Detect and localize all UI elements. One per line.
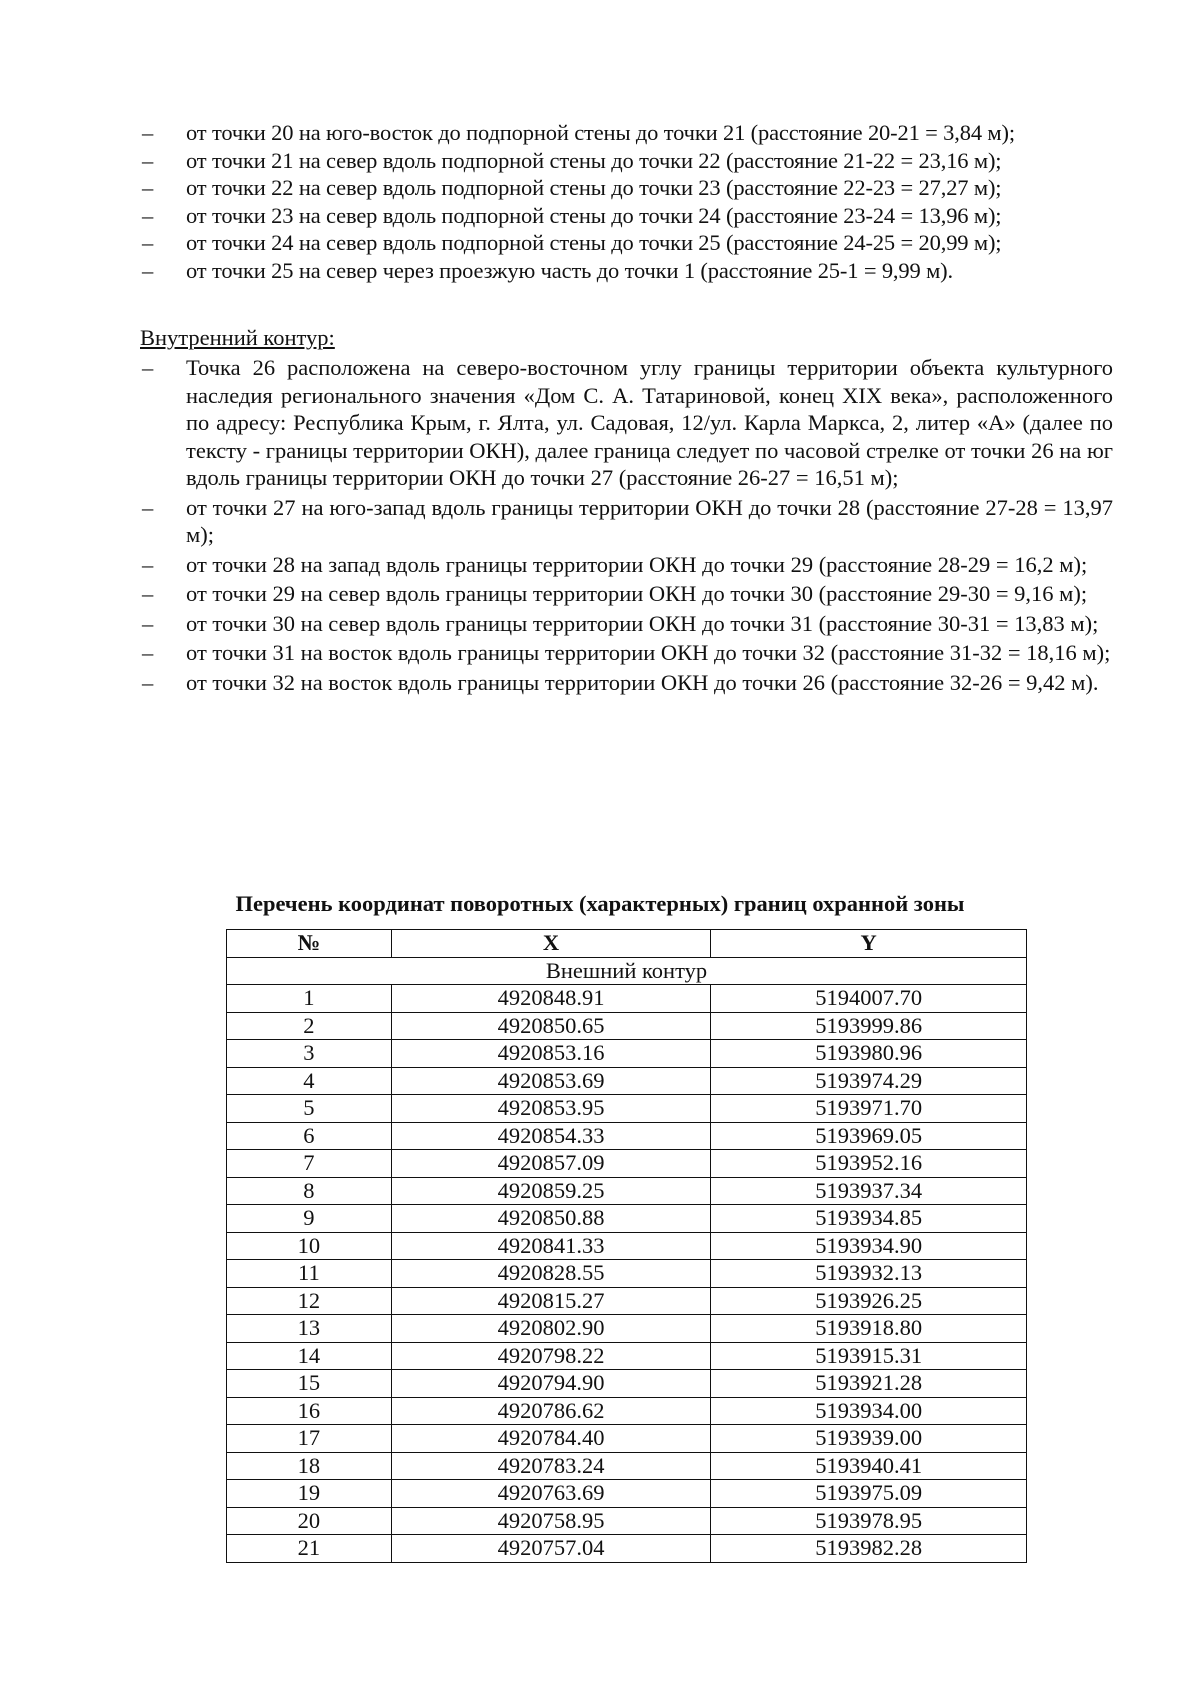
dash-bullet: –: [142, 669, 154, 695]
cell-y: 5193921.28: [711, 1370, 1027, 1398]
cell-number: 21: [227, 1535, 392, 1563]
cell-y: 5193999.86: [711, 1012, 1027, 1040]
list-item-text: от точки 22 на север вдоль подпорной стены до точки 23 (расстояние 22-23 = 27,27 м);: [186, 175, 1002, 200]
section-label: Внешний контур: [227, 957, 1027, 985]
list-item: [138, 147, 1113, 175]
cell-number: 19: [227, 1480, 392, 1508]
dash-bullet: –: [142, 147, 154, 173]
cell-y: 5194007.70: [711, 985, 1027, 1013]
list-item-text: от точки 23 на север вдоль подпорной стены до точки 24 (расстояние 23-24 = 13,96 м);: [186, 202, 1002, 228]
dash-bullet: –: [142, 581, 154, 606]
table-row: [227, 1370, 1027, 1398]
cell-x: 4920853.69: [391, 1067, 711, 1095]
cell-x: 4920857.09: [391, 1150, 711, 1178]
cell-x: 4920848.91: [391, 985, 711, 1013]
cell-number: 7: [227, 1150, 392, 1178]
table-row: [227, 1342, 1027, 1370]
cell-y: 5193940.41: [711, 1452, 1027, 1480]
list-item-text: от точки 21 на север вдоль подпорной стены до точки 22 (расстояние 21-22 = 23,16 м);: [186, 147, 1002, 173]
table-row: [227, 1150, 1027, 1178]
list-item-text: от точки 25 на север через проезжую часть до точки 1 (расстояние 25-1 = 9,99 м).: [186, 257, 953, 283]
cell-x: 4920828.55: [391, 1260, 711, 1288]
cell-number: 20: [227, 1507, 392, 1535]
cell-x: 4920763.69: [391, 1480, 711, 1508]
cell-y: 5193982.28: [711, 1535, 1027, 1563]
table-row: [227, 1425, 1027, 1453]
cell-number: 2: [227, 1012, 392, 1040]
table-row: [227, 1232, 1027, 1260]
cell-x: 4920783.24: [391, 1452, 711, 1480]
cell-number: 15: [227, 1370, 392, 1398]
cell-x: 4920815.27: [391, 1287, 711, 1315]
list-item-text: от точки 32 на восток вдоль границы территории ОКН до точки 26 (расстояние 32-26 = 9,42 м).: [186, 669, 1099, 695]
cell-x: 4920853.16: [391, 1040, 711, 1068]
list-item-text: от точки 24 на север вдоль подпорной стены до точки 25 (расстояние 24-25 = 20,99 м);: [186, 230, 1002, 255]
list-item: [138, 174, 1113, 202]
list-item-text: от точки 30 на север вдоль границы территории ОКН до точки 31 (расстояние 30-31 = 13,83 м);: [186, 610, 1099, 636]
cell-y: 5193980.96: [711, 1040, 1027, 1068]
cell-number: 14: [227, 1342, 392, 1370]
cell-x: 4920757.04: [391, 1535, 711, 1563]
inner-contour-list: [138, 354, 1113, 698]
list-item-text: от точки 28 на запад вдоль границы территории ОКН до точки 29 (расстояние 28-29 = 16,2 м);: [186, 551, 1088, 577]
table-body: [227, 957, 1027, 1562]
list-item: [138, 202, 1113, 230]
dash-bullet: –: [142, 494, 154, 520]
header-number: №: [227, 930, 392, 958]
cell-number: 17: [227, 1425, 392, 1453]
cell-y: 5193934.90: [711, 1232, 1027, 1260]
cell-y: 5193971.70: [711, 1095, 1027, 1123]
coordinates-table: [226, 929, 1027, 1563]
cell-x: 4920798.22: [391, 1342, 711, 1370]
cell-number: 13: [227, 1315, 392, 1343]
cell-y: 5193937.34: [711, 1177, 1027, 1205]
dash-bullet: –: [142, 610, 154, 636]
cell-number: 6: [227, 1122, 392, 1150]
cell-number: 18: [227, 1452, 392, 1480]
table-row: [227, 1260, 1027, 1288]
cell-y: 5193974.29: [711, 1067, 1027, 1095]
table-row: [227, 1507, 1027, 1535]
table-row: [227, 985, 1027, 1013]
list-item: [138, 610, 1113, 638]
cell-x: 4920758.95: [391, 1507, 711, 1535]
table-title: Перечень координат поворотных (характерных) границ охранной зоны: [235, 891, 965, 916]
list-item: [138, 229, 1113, 257]
dash-bullet: –: [142, 175, 154, 200]
table-row: [227, 1397, 1027, 1425]
dash-bullet: –: [142, 230, 154, 255]
cell-number: 10: [227, 1232, 392, 1260]
cell-x: 4920850.65: [391, 1012, 711, 1040]
cell-y: 5193934.85: [711, 1205, 1027, 1233]
table-row: [227, 1012, 1027, 1040]
cell-number: 3: [227, 1040, 392, 1068]
cell-y: 5193918.80: [711, 1315, 1027, 1343]
list-item-text: от точки 27 на юго-запад вдоль границы территории ОКН до точки 28 (расстояние 27-28 = 13,97 м);: [186, 494, 1113, 547]
list-item: [138, 494, 1113, 549]
cell-number: 5: [227, 1095, 392, 1123]
cell-y: 5193915.31: [711, 1342, 1027, 1370]
list-item: [138, 354, 1113, 492]
cell-y: 5193934.00: [711, 1397, 1027, 1425]
cell-x: 4920784.40: [391, 1425, 711, 1453]
list-item: [138, 257, 1113, 285]
cell-x: 4920786.62: [391, 1397, 711, 1425]
cell-x: 4920794.90: [391, 1370, 711, 1398]
dash-bullet: –: [142, 202, 154, 228]
list-item: [138, 119, 1113, 147]
cell-number: 4: [227, 1067, 392, 1095]
cell-number: 9: [227, 1205, 392, 1233]
table-row: [227, 1067, 1027, 1095]
dash-bullet: –: [142, 120, 154, 145]
section-row: [227, 957, 1027, 985]
table-row: [227, 1452, 1027, 1480]
table-row: [227, 1205, 1027, 1233]
inner-contour-heading: Внутренний контур:: [140, 325, 335, 350]
dash-bullet: –: [142, 551, 154, 577]
table-row: [227, 1315, 1027, 1343]
cell-x: 4920850.88: [391, 1205, 711, 1233]
cell-x: 4920853.95: [391, 1095, 711, 1123]
header-y: Y: [711, 930, 1027, 958]
cell-y: 5193978.95: [711, 1507, 1027, 1535]
list-item: [138, 551, 1113, 579]
cell-x: 4920854.33: [391, 1122, 711, 1150]
table-header-row: [227, 930, 1027, 958]
cell-y: 5193926.25: [711, 1287, 1027, 1315]
list-item-text: от точки 29 на север вдоль границы территории ОКН до точки 30 (расстояние 29-30 = 9,16 м);: [186, 581, 1088, 606]
list-item-text: Точка 26 расположена на северо-восточном углу границы территории объекта культурного наследия регионального значения «Дом С. А. Татариновой, конец XIX века», расположенного по адресу: Республика Крым, г. Ялта, ул. Садовая, 12/ул. Карла Маркса, 2, литер «А» (далее по тексту - границы территории ОКН), далее граница следует по часовой стрелке от точки 26 на юг вдоль границы территории ОКН до точки 27 (расстояние 26-27 = 16,51 м);: [186, 355, 1113, 490]
cell-x: 4920859.25: [391, 1177, 711, 1205]
cell-x: 4920841.33: [391, 1232, 711, 1260]
outer-contour-list: [138, 119, 1113, 284]
dash-bullet: –: [142, 355, 154, 380]
list-item: [138, 669, 1113, 697]
cell-x: 4920802.90: [391, 1315, 711, 1343]
cell-y: 5193939.00: [711, 1425, 1027, 1453]
table-row: [227, 1480, 1027, 1508]
cell-y: 5193969.05: [711, 1122, 1027, 1150]
list-item: [138, 639, 1113, 667]
cell-number: 11: [227, 1260, 392, 1288]
table-row: [227, 1535, 1027, 1563]
cell-number: 16: [227, 1397, 392, 1425]
cell-number: 12: [227, 1287, 392, 1315]
list-item: [138, 580, 1113, 608]
cell-number: 1: [227, 985, 392, 1013]
cell-y: 5193932.13: [711, 1260, 1027, 1288]
table-row: [227, 1122, 1027, 1150]
dash-bullet: –: [142, 640, 154, 665]
table-row: [227, 1287, 1027, 1315]
dash-bullet: –: [142, 257, 154, 283]
cell-y: 5193975.09: [711, 1480, 1027, 1508]
header-x: X: [391, 930, 711, 958]
table-row: [227, 1095, 1027, 1123]
list-item-text: от точки 31 на восток вдоль границы территории ОКН до точки 32 (расстояние 31-32 = 18,16 м);: [186, 640, 1111, 665]
table-row: [227, 1040, 1027, 1068]
list-item-text: от точки 20 на юго-восток до подпорной стены до точки 21 (расстояние 20-21 = 3,84 м);: [186, 120, 1015, 145]
table-row: [227, 1177, 1027, 1205]
cell-y: 5193952.16: [711, 1150, 1027, 1178]
cell-number: 8: [227, 1177, 392, 1205]
